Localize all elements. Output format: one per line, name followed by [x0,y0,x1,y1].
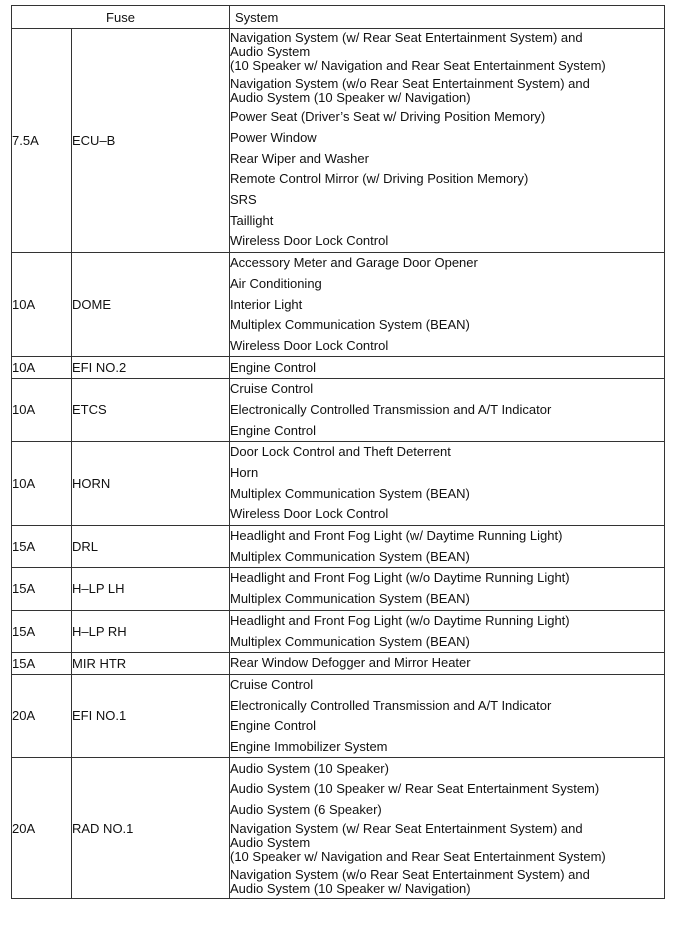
system-entry [230,526,664,547]
fuse-name: DRL [72,525,230,567]
system-entry [230,231,664,252]
fuse-amperage: 7.5A [12,29,72,253]
system-entry-text: Audio System (6 Speaker) [230,802,382,818]
fuse-amperage: 10A [12,357,72,379]
system-entry [230,357,664,378]
system-list [230,568,665,610]
header-system: System [230,6,665,29]
system-list [230,758,665,899]
system-list [230,652,665,674]
system-entry-text: Multiplex Communication System (BEAN) [230,591,470,607]
system-entry-text: Wireless Door Lock Control [230,233,389,249]
system-list [230,378,665,441]
fuse-name: H–LP RH [72,610,230,652]
system-entry [230,400,664,421]
system-entry-text: Navigation System (w/o Rear Seat Entertainment System) and Audio System (10 Speaker w/ Navigation) [230,867,590,897]
system-entry-text: Horn [230,465,259,481]
system-entry-text: Audio System (10 Speaker w/ Rear Seat Entertainment System) [230,781,600,797]
system-entry-text: Multiplex Communication System (BEAN) [230,633,470,649]
system-entry-text: Electronically Controlled Transmission and A/T Indicator [230,401,552,417]
system-entry-text: Navigation System (w/ Rear Seat Entertainment System) and Audio System (10 Speaker w/ Navigation and Rear Seat Entertainment System) [230,30,606,73]
system-entry-text: Cruise Control [230,381,314,397]
system-entry [230,107,664,128]
system-entry [230,695,664,716]
system-list [230,674,665,758]
system-entry [230,379,664,400]
system-entry-text: Interior Light [230,296,303,312]
system-entry [230,504,664,525]
system-entry [230,568,664,589]
system-entry [230,336,664,357]
table-row [12,610,665,652]
table-row [12,252,665,356]
system-entry [230,800,664,821]
system-list [230,525,665,567]
system-entry-text: Headlight and Front Fog Light (w/o Daytime Running Light) [230,612,570,628]
system-entry-text: Engine Control [230,718,316,734]
system-entry [230,315,664,336]
system-entry-text: Headlight and Front Fog Light (w/ Daytime Running Light) [230,528,563,544]
header-fuse: Fuse [12,6,230,29]
system-entry-text: Door Lock Control and Theft Deterrent [230,444,451,460]
system-entry [230,463,664,484]
system-entry-text: Rear Window Defogger and Mirror Heater [230,655,471,671]
system-entry [230,779,664,800]
system-entry-text: Electronically Controlled Transmission and A/T Indicator [230,697,552,713]
fuse-name: ECU–B [72,29,230,253]
system-entry [230,253,664,274]
table-row [12,652,665,674]
system-entry-text: Audio System (10 Speaker) [230,760,389,776]
fuse-amperage: 10A [12,252,72,356]
fuse-amperage: 10A [12,378,72,441]
table-row [12,442,665,526]
system-entry-text: Rear Wiper and Washer [230,150,369,166]
fuse-name: H–LP LH [72,568,230,610]
fuse-amperage: 15A [12,525,72,567]
system-list [230,610,665,652]
system-entry-text: Multiplex Communication System (BEAN) [230,485,470,501]
fuse-amperage: 20A [12,758,72,899]
table-row [12,29,665,253]
system-entry [230,653,664,674]
system-entry-text: Power Seat (Driver’s Seat w/ Driving Position Memory) [230,109,546,125]
fuse-amperage: 20A [12,674,72,758]
system-entry-text: Multiplex Communication System (BEAN) [230,317,470,333]
system-entry [230,274,664,295]
header-row [12,6,665,29]
system-entry [230,866,664,898]
system-entry-text: Headlight and Front Fog Light (w/o Daytime Running Light) [230,570,570,586]
system-entry [230,190,664,211]
table-row [12,525,665,567]
system-entry [230,294,664,315]
fuse-name: DOME [72,252,230,356]
table-row [12,758,665,899]
system-entry [230,128,664,149]
system-entry-text: SRS [230,192,257,208]
system-entry [230,483,664,504]
system-entry-text: Engine Control [230,359,316,375]
system-entry [230,675,664,696]
system-entry-text: Navigation System (w/o Rear Seat Entertainment System) and Audio System (10 Speaker w/ Navigation) [230,76,590,105]
system-entry [230,75,664,107]
system-entry [230,169,664,190]
table-row [12,357,665,379]
system-list [230,442,665,526]
system-entry [230,29,664,75]
system-entry [230,820,664,866]
system-entry [230,758,664,779]
system-list [230,29,665,253]
system-entry-text: Accessory Meter and Garage Door Opener [230,255,478,271]
fuse-name: ETCS [72,378,230,441]
system-entry-text: Engine Control [230,422,316,438]
system-entry-text: Wireless Door Lock Control [230,337,389,353]
fuse-table-body [12,29,665,899]
system-entry [230,420,664,441]
system-entry [230,210,664,231]
table-row [12,674,665,758]
system-entry-text: Multiplex Communication System (BEAN) [230,548,470,564]
system-entry [230,611,664,632]
system-entry-text: Power Window [230,130,317,146]
system-entry [230,631,664,652]
fuse-name: MIR HTR [72,652,230,674]
fuse-amperage: 15A [12,652,72,674]
system-entry-text: Taillight [230,212,274,228]
system-entry [230,148,664,169]
fuse-name: HORN [72,442,230,526]
fuse-name: EFI NO.1 [72,674,230,758]
system-list [230,252,665,356]
system-entry [230,737,664,758]
system-entry-text: Navigation System (w/ Rear Seat Entertainment System) and Audio System (10 Speaker w/ Navigation and Rear Seat Entertainment System) [230,821,606,865]
table-row [12,378,665,441]
system-entry [230,716,664,737]
fuse-name: RAD NO.1 [72,758,230,899]
fuse-name: EFI NO.2 [72,357,230,379]
system-list [230,357,665,379]
fuse-amperage: 15A [12,568,72,610]
fuse-table [11,5,665,899]
fuse-amperage: 15A [12,610,72,652]
system-entry [230,546,664,567]
system-entry-text: Air Conditioning [230,275,322,291]
system-entry-text: Cruise Control [230,676,314,692]
system-entry-text: Engine Immobilizer System [230,738,388,754]
system-entry-text: Remote Control Mirror (w/ Driving Position Memory) [230,171,529,187]
fuse-amperage: 10A [12,442,72,526]
system-entry [230,589,664,610]
system-entry-text: Wireless Door Lock Control [230,506,389,522]
table-row [12,568,665,610]
system-entry [230,442,664,463]
